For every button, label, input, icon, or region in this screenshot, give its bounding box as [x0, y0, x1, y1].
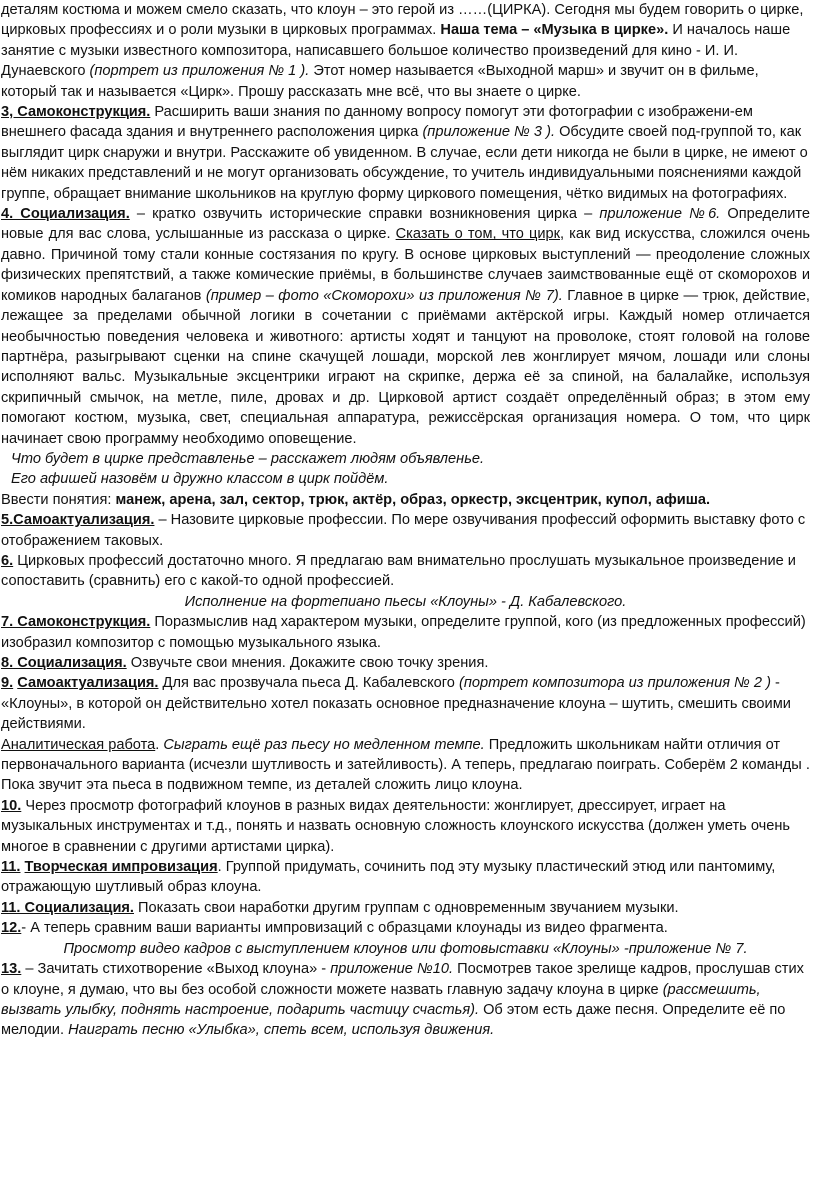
- text: Определите новые для вас слова, услышанные из рассказа о цирке.: [1, 206, 811, 243]
- paragraph-step-7: [1, 612, 810, 653]
- text: Для вас прозвучала пьеса Д. Кабалевского: [158, 675, 459, 692]
- text: Обсудите своей под-группой то, как выглядит цирк снаружи и внутри. Расскажите об увиденном. В случае, если дети никогда не были в цирке, не имеют о нём никаких представлений и не могут организовать обсуждение, то учитель индивидуальными пояснениями каждой группе, обращает внимание школьников на круглую форму циркового помещения, чётко видимых на фотографиях.: [1, 124, 808, 202]
- paragraph-step-11a: [1, 857, 810, 898]
- step-heading: 4. Социализация.: [1, 206, 130, 223]
- step-heading: Творческая импровизация: [24, 859, 218, 876]
- underlined-text: Сказать о том, что цирк: [395, 226, 561, 243]
- step-heading: 7. Самоконструкция.: [1, 614, 151, 631]
- text: Посмотрев такое зрелище кадров, прослушав стих о клоуне, я думаю, что вы без особой сложности можете назвать главную задачу клоуна в цирке: [1, 961, 804, 998]
- paragraph-step-8: [1, 653, 810, 673]
- text: – кратко озвучить исторические справки возникновения цирка –: [129, 206, 600, 223]
- step-heading: 8. Социализация.: [1, 655, 127, 671]
- paragraph-analytic: [1, 735, 810, 796]
- paragraph-step-3: [1, 102, 810, 204]
- appendix-ref: (портрет композитора из приложения № 2 ): [458, 675, 771, 692]
- appendix-ref: приложение №10.: [330, 961, 454, 978]
- text: Ввести понятия:: [1, 491, 116, 508]
- text: Этот номер называется «Выходной марш» и звучит он в фильме, который так и называется «Цирк». Прошу рассказать мне всё, что вы знаете о цирке.: [1, 63, 759, 100]
- appendix-ref: (портрет из приложения № 1 ).: [89, 63, 310, 80]
- text: Предложить школьникам найти отличия от первоначального варианта (исчезли шутливость и затейливость). А теперь, предлагаю поиграть. Соберём 2 команды . Пока звучит эта пьеса в подвижном темпе, из деталей сложить лицо клоуна.: [1, 736, 810, 794]
- paragraph-concepts: [1, 490, 810, 510]
- paragraph-step-9: [1, 673, 810, 734]
- text: , как вид искусства, сложился очень давно. Причиной тому стали конные состязания по кругу. В основе цирковых выступлений — преодоление сложных физических препятствий, а также комические приёмы, в большинстве случаев заимствованные ещё от скоморохов и комиков народных балаганов: [1, 226, 810, 304]
- step-number: 10.: [1, 797, 22, 814]
- step-number: 11.: [1, 859, 21, 876]
- paragraph-step-13: [1, 959, 810, 1041]
- text: – Назовите цирковые профессии. По мере озвучивания профессий оформить выставку фото с отображением таковых.: [1, 512, 806, 549]
- step-number: 13.: [1, 961, 22, 978]
- instruction: Сыграть ещё раз пьесу но медленном темпе.: [163, 736, 485, 753]
- paragraph-step-4: [1, 204, 810, 449]
- lesson-topic: Наша тема – «Музыка в цирке».: [440, 22, 669, 39]
- performance-note: Исполнение на фортепиано пьесы «Клоуны» - Д. Кабалевского.: [184, 593, 627, 610]
- text: Главное в цирке — трюк, действие, лежащее за пределами обычной логики в сочетании с приёмами актёрской игры. Каждый номер отличается необычностью поведения человека и животного: артисты ходят и танцуют на проволоке, стоят головой на голове партнёра, разыгрывают сценки на спине скачущей лошади, морской лев жонглирует мячом, лошади или слоны исполняют вальс. Музыкальные эксцентрики играют на скрипке, держа её за спиной, на балалайке, используя скрипичный смычок, на метле, пиле, дровах и др. Цирковой артист создаёт определённый образ; в этом ему помогают костюм, музыка, свет, специальная аппаратура, режиссёрская организация номера. О том, что цирк начинает свою программу необходимо оповещение.: [1, 287, 810, 447]
- analytic-heading: Аналитическая работа: [1, 736, 156, 753]
- step-heading: 3, Самоконструкция.: [1, 104, 151, 121]
- text: . Группой придумать, сочинить под эту музыку пластический этюд или пантомиму, отражающую шутливый образ клоуна.: [1, 859, 776, 896]
- step-heading: 5.Самоактуализация.: [1, 512, 155, 529]
- step-number: 9.: [1, 675, 14, 692]
- step-number: 12.: [1, 920, 22, 937]
- text: Цирковых профессий достаточно много. Я предлагаю вам внимательно прослушать музыкальное произведение и сопоставить (сравнить) его с какой-то одной профессией.: [1, 552, 796, 590]
- instruction: Наиграть песню «Улыбка», спеть всем, используя движения.: [68, 1022, 495, 1039]
- text: деталям костюма и можем смело сказать, что клоун – это герой из ……(ЦИРКА). Сегодня мы будем говорить о цирке, цирковых профессиях и о роли музыки в цирковых программах.: [1, 2, 804, 39]
- paragraph-step-10: [1, 796, 810, 857]
- text: Поразмыслив над характером музыки, определите группой, кого (из предложенных профессий) изобразил композитор с помощью музыкального языка.: [1, 614, 806, 651]
- paragraph-step-5: [1, 510, 810, 551]
- video-note: Просмотр видео кадров с выступлением клоунов или фотовыставки «Клоуны» -приложение № 7.: [63, 940, 748, 957]
- text: И началось наше занятие с музыки известного композитора, написавшего большое количество произведений для кино - И. И. Дунаевского: [1, 22, 791, 80]
- text: - «Клоуны», в которой он действительно хотел показать основное предназначение клоуна – шутить, смешить своими действиями.: [1, 675, 791, 733]
- text: .: [155, 736, 164, 753]
- step-heading: Самоактуализация.: [17, 675, 159, 692]
- paragraph-step-12: [1, 918, 810, 938]
- text: Расширить ваши знания по данному вопросу помогут эти фотографии с изображени-ем внешнего фасада здания и внутреннего расположения цирка: [1, 104, 753, 141]
- text: Об этом есть даже песня. Определите её по мелодии.: [1, 1001, 786, 1039]
- paragraph-step-6: [1, 551, 810, 592]
- text: – Зачитать стихотворение «Выход клоуна» -: [21, 961, 331, 978]
- text: - А теперь сравним ваши варианты импровизаций с образцами клоунады из видео фрагмента.: [21, 920, 668, 937]
- text: Через просмотр фотографий клоунов в разных видах деятельности: жонглирует, дрессирует, играет на музыкальных инструментах и т.д., понять и назвать основную сложность клоунского искусства (должен уметь очень многое в сравнении с другими артистами цирка).: [1, 797, 790, 855]
- poem-line-2: Его афишей назовём и дружно классом в цирк пойдём.: [11, 471, 389, 488]
- text: Показать свои наработки другим группам с одновременным звучанием музыки.: [133, 899, 679, 916]
- answer-hint: (рассмешить, вызвать улыбку, поднять настроение, подарить частицу счастья).: [1, 981, 761, 1018]
- appendix-ref: (приложение № 3 ).: [422, 124, 556, 141]
- concept-list: манеж, арена, зал, сектор, трюк, актёр, образ, оркестр, эксцентрик, купол, афиша.: [115, 491, 711, 508]
- poem-line-1: Что будет в цирке представленье – расскажет людям объявленье.: [11, 450, 485, 467]
- appendix-ref: (пример – фото «Скоморохи» из приложения № 7).: [205, 287, 563, 304]
- text: Озвучьте свои мнения. Докажите свою точку зрения.: [126, 655, 489, 671]
- step-heading: 6.: [1, 552, 14, 569]
- paragraph-intro: [1, 0, 810, 102]
- step-heading: 11. Социализация.: [1, 899, 134, 916]
- appendix-ref: приложение №6.: [599, 206, 721, 223]
- paragraph-step-11b: [1, 898, 810, 918]
